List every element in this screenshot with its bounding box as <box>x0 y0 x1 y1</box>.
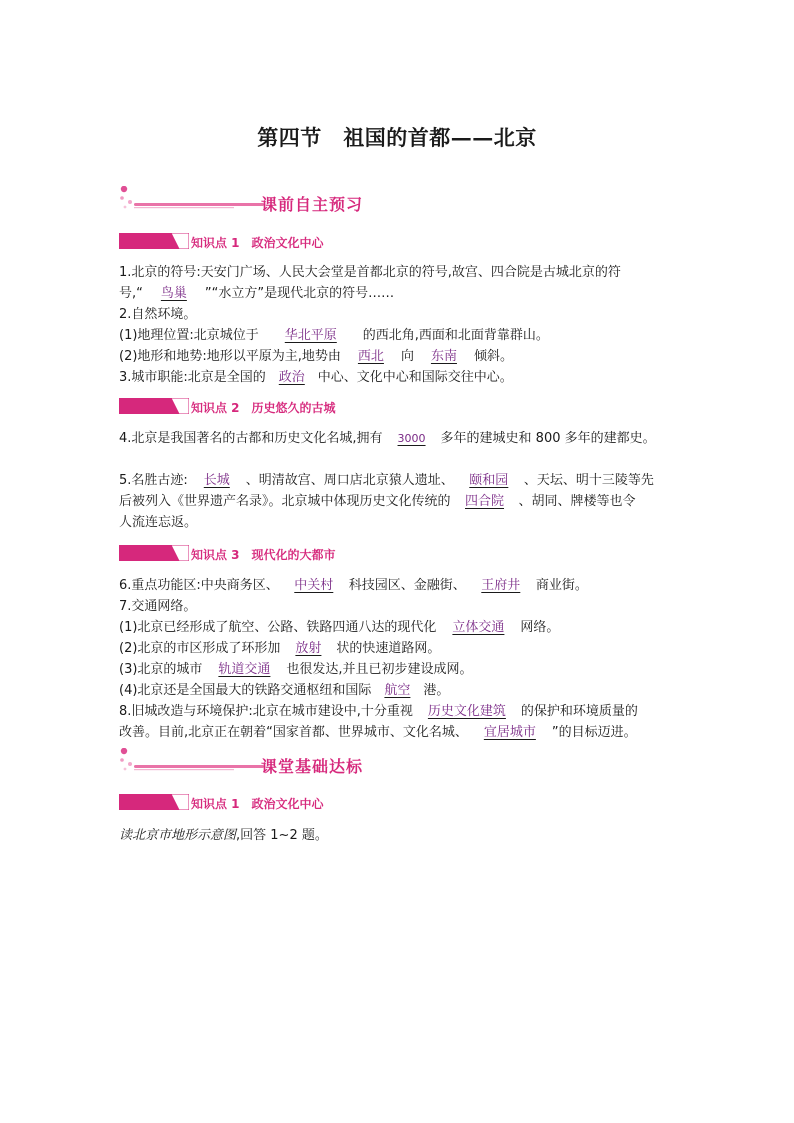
line-text: 向 <box>400 349 414 364</box>
answer-blank: 颐和园 <box>469 473 509 488</box>
text-line <box>119 722 637 743</box>
answer-blank: 长城 <box>203 473 230 488</box>
answer-blank: 历史文化建筑 <box>427 704 506 719</box>
text-line <box>119 575 588 596</box>
line-text: 8.旧城改造与环境保护:北京在城市建设中,十分重视 <box>119 704 413 719</box>
line-text: 4.北京是我国著名的古都和历史文化名城,拥有 <box>119 431 383 446</box>
handwritten-text: 读北京市地形示意图 <box>119 828 237 843</box>
line-text: 网络。 <box>520 620 560 635</box>
text-line <box>119 617 559 638</box>
answer-blank: 鸟巢 <box>160 286 187 301</box>
line-text: 科技园区、金融街、 <box>348 578 466 593</box>
line-text: 中心、文化中心和国际交往中心。 <box>317 370 513 385</box>
answer-blank: 华北平原 <box>284 328 337 343</box>
line-text: 、胡同、牌楼等也令 <box>518 494 636 509</box>
answer-blank: 轨道交通 <box>218 662 271 677</box>
line-text: 港。 <box>423 683 450 698</box>
answer-blank: 航空 <box>384 683 411 698</box>
line-text: 商业街。 <box>535 578 588 593</box>
knowledge-point-label: 知识点 2 历史悠久的古城 <box>191 401 336 415</box>
line-text: 号,“ <box>119 286 143 301</box>
line-text: ”“水立方”是现代北京的符号…… <box>204 286 395 301</box>
line-text: (3)北京的城市 <box>119 662 203 677</box>
section-label: 课前自主预习 <box>261 195 364 214</box>
knowledge-point-label: 知识点 3 现代化的大都市 <box>191 548 336 562</box>
text-line <box>119 346 513 367</box>
line-text: 后被列入《世界遗产名录》。北京城中体现历史文化传统的 <box>119 494 451 509</box>
line-text: 、明清故宫、周口店北京猿人遗址、 <box>245 473 454 488</box>
line-text: 倾斜。 <box>473 349 513 364</box>
answer-blank: 中关村 <box>294 578 334 593</box>
text-line <box>119 491 636 512</box>
text-line <box>119 304 196 325</box>
answer-blank: 东南 <box>430 349 457 364</box>
answer-blank: 政治 <box>278 370 305 385</box>
text-line <box>119 428 656 449</box>
tab-decoration-icon <box>119 545 189 561</box>
tab-decoration-icon <box>119 233 189 249</box>
line-text: (4)北京还是全国最大的铁路交通枢纽和国际 <box>119 683 372 698</box>
section-label: 课堂基础达标 <box>261 757 364 776</box>
answer-blank: 放射 <box>295 641 322 656</box>
line-text: 6.重点功能区:中央商务区、 <box>119 578 279 593</box>
line-text: (2)北京的市区形成了环形加 <box>119 641 281 656</box>
text-line <box>119 638 440 659</box>
answer-blank: 立体交通 <box>452 620 505 635</box>
tab-decoration-icon <box>119 398 189 414</box>
text-line <box>119 470 654 491</box>
knowledge-point-label: 知识点 1 政治文化中心 <box>191 236 324 250</box>
line-text: 也很发达,并且已初步建设成网。 <box>286 662 473 677</box>
text-line <box>119 325 549 346</box>
answer-blank: 四合院 <box>465 494 505 509</box>
answer-blank: 3000 <box>397 432 426 445</box>
line-text: 、天坛、明十三陵等先 <box>523 473 654 488</box>
text-line <box>119 680 449 701</box>
line-text: 3.城市职能:北京是全国的 <box>119 370 266 385</box>
text-line <box>119 701 638 722</box>
line-text: (2)地形和地势:地形以平原为主,地势由 <box>119 349 341 364</box>
text-line <box>119 262 621 283</box>
line-text: ,回答 1~2 题。 <box>236 828 328 843</box>
line-text: ”的目标迈进。 <box>551 725 637 740</box>
section-decoration-icon <box>118 186 268 216</box>
text-line <box>119 283 394 304</box>
answer-blank: 宜居城市 <box>483 725 536 740</box>
section-header-class <box>118 748 418 782</box>
section-header-pre <box>118 186 418 220</box>
line-text: 1.北京的符号:天安门广场、人民大会堂是首都北京的符号,故宫、四合院是古城北京的符 <box>119 265 621 280</box>
tab-decoration-icon <box>119 794 189 810</box>
answer-blank: 西北 <box>357 349 384 364</box>
line-text: 的保护和环境质量的 <box>520 704 638 719</box>
section-decoration-icon <box>118 748 268 778</box>
text-line <box>119 659 473 680</box>
line-text: 改善。目前,北京正在朝着“国家首都、世界城市、文化名城、 <box>119 725 468 740</box>
page-title: 第四节 祖国的首都——北京 <box>257 125 537 150</box>
line-text: (1)北京已经形成了航空、公路、铁路四通八达的现代化 <box>119 620 437 635</box>
line-text: 5.名胜古迹: <box>119 473 188 488</box>
line-text: 人流连忘返。 <box>119 515 198 530</box>
knowledge-point-label: 知识点 1 政治文化中心 <box>191 797 324 811</box>
text-line <box>119 596 196 617</box>
line-text: 7.交通网络。 <box>119 599 197 614</box>
line-text: 2.自然环境。 <box>119 307 197 322</box>
text-line <box>119 367 513 388</box>
text-line <box>119 512 197 533</box>
line-text: 多年的建城史和 800 多年的建都史。 <box>440 431 656 446</box>
line-text: 状的快速道路网。 <box>336 641 441 656</box>
line-text: 的西北角,西面和北面背靠群山。 <box>362 328 549 343</box>
text-line <box>119 825 328 846</box>
answer-blank: 王府井 <box>481 578 521 593</box>
line-text: (1)地理位置:北京城位于 <box>119 328 259 343</box>
